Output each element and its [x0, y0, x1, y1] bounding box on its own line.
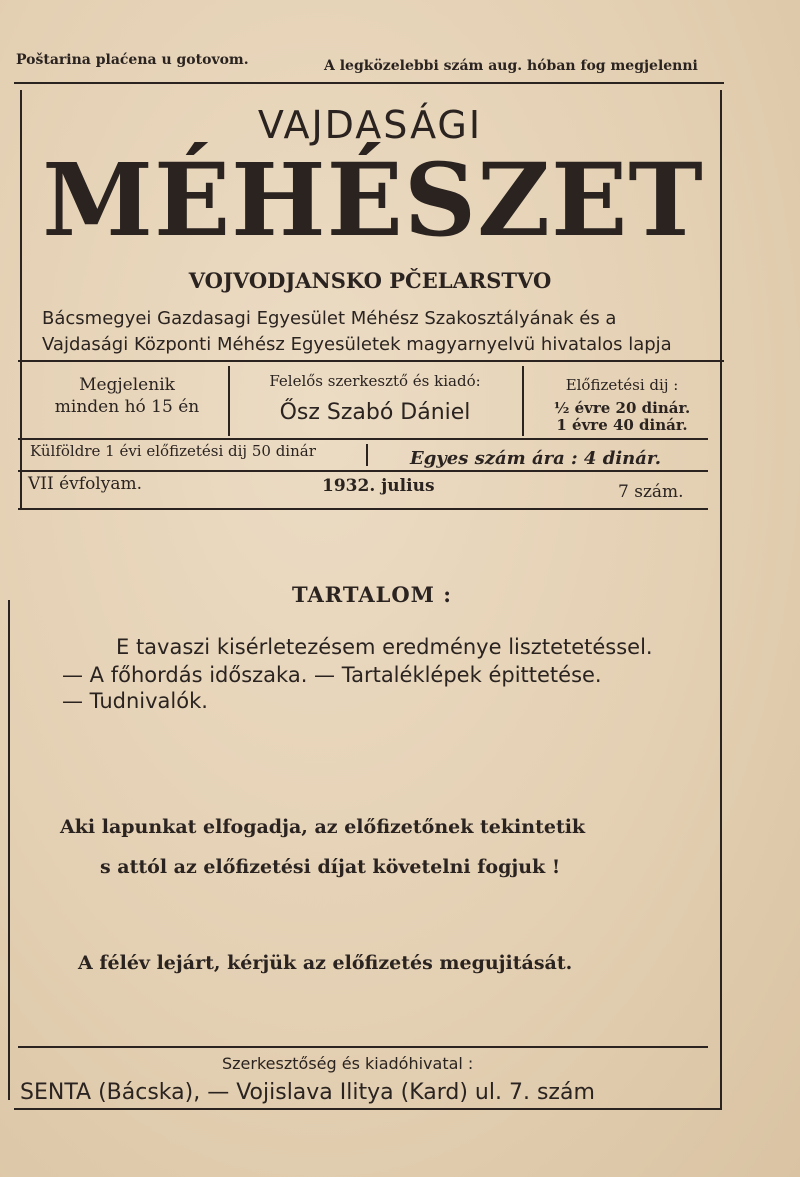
- contents-line2: — A főhordás időszaka. — Tartaléklépek épittetése.: [62, 663, 602, 687]
- masthead-subtitle: VOJVODJANSKO PČELARSTVO: [188, 268, 552, 293]
- half-year-price: ½ évre 20 dinár.: [553, 399, 691, 417]
- appears-line2: minden hó 15 én: [54, 397, 200, 417]
- contents-title: TARTALOM :: [292, 582, 452, 607]
- next-issue-note: A legközelebbi szám aug. hóban fog megjelenni: [324, 58, 698, 74]
- right-frame-rule: [720, 90, 722, 1110]
- info-line-divider: [366, 444, 368, 466]
- notice-line1: Aki lapunkat elfogadja, az előfizetőnek tekintetik: [60, 816, 586, 838]
- postage-note: Poštarina plaćena u gotovom.: [16, 52, 249, 68]
- full-year-price: 1 évre 40 dinár.: [556, 416, 688, 434]
- contents-line3: — Tudnivalók.: [62, 689, 208, 713]
- masthead-desc-line1: Bácsmegyei Gazdasagi Egyesület Méhész Szakosztályának és a: [42, 308, 617, 329]
- masthead-title: MÉHÉSZET: [42, 141, 704, 259]
- volume: VII évfolyam.: [28, 474, 143, 494]
- masthead-bottom-rule: [18, 360, 724, 362]
- table-bottom-rule: [18, 438, 708, 440]
- footer-top-rule: [18, 1046, 708, 1048]
- masthead-desc-line2: Vajdasági Központi Méhész Egyesületek magyarnyelvü hivatalos lapja: [42, 334, 672, 355]
- single-issue-price: Egyes szám ára : 4 dinár.: [410, 448, 661, 469]
- editor-name: Ősz Szabó Dániel: [279, 400, 471, 425]
- footer-bottom-rule: [14, 1108, 720, 1110]
- notice-line3: A félév lejárt, kérjük az előfizetés megujitását.: [78, 952, 573, 974]
- issue-bottom-rule: [18, 508, 708, 510]
- issue-date: 1932. julius: [322, 476, 435, 496]
- appears-line1: Megjelenik: [79, 375, 175, 395]
- contents-line1: E tavaszi kisérletezésem eredménye lisztetetéssel.: [116, 635, 653, 659]
- masthead-kicker: VAJDASÁGI: [257, 103, 483, 147]
- notice-line2: s attól az előfizetési díjat követelni fogjuk !: [100, 856, 561, 878]
- appears-cell: [22, 374, 232, 418]
- left-lower-rule: [8, 600, 10, 1100]
- info-line-rule: [18, 470, 708, 472]
- subscription-label: Előfizetési dij :: [565, 376, 679, 394]
- editor-label: Felelős szerkesztő és kiadó:: [269, 372, 481, 390]
- left-frame-rule: [20, 90, 22, 510]
- office-address: SENTA (Bácska), — Vojislava Ilitya (Kard) ul. 7. szám: [20, 1080, 595, 1105]
- top-rule: [14, 82, 724, 84]
- office-label: Szerkesztőség és kiadóhivatal :: [222, 1054, 474, 1073]
- abroad-price: Külföldre 1 évi előfizetési dij 50 dinár: [30, 442, 316, 460]
- issue-number: 7 szám.: [618, 482, 684, 502]
